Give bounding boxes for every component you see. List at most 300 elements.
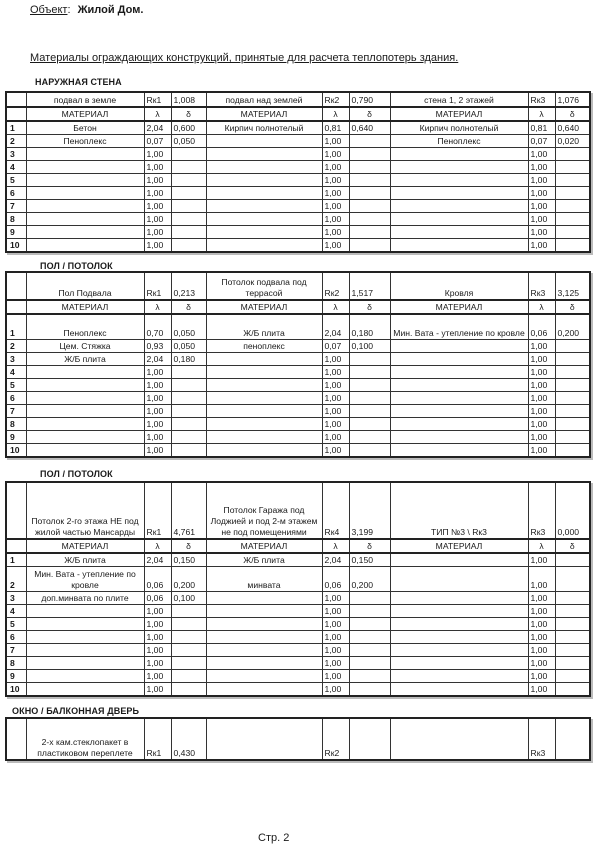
- group-name: [206, 718, 322, 760]
- lambda-header: λ: [528, 300, 555, 314]
- table-row: [6, 567, 590, 592]
- delta-value: 0,640: [349, 121, 390, 135]
- delta-header: δ: [171, 539, 206, 553]
- material-name: [390, 444, 528, 458]
- table-row: [6, 631, 590, 644]
- delta-value: [171, 431, 206, 444]
- delta-value: [555, 444, 590, 458]
- lambda-value: 1,00: [322, 670, 349, 683]
- materials-table: [5, 717, 591, 761]
- material-name: Бетон: [26, 121, 144, 135]
- rk-value: [349, 718, 390, 760]
- rk-label: Rк2: [322, 718, 349, 760]
- delta-value: [555, 353, 590, 366]
- row-number: 7: [6, 200, 26, 213]
- delta-value: [349, 392, 390, 405]
- lambda-value: 1,00: [322, 379, 349, 392]
- delta-value: 0,600: [171, 121, 206, 135]
- lambda-value: 1,00: [528, 631, 555, 644]
- delta-value: [349, 605, 390, 618]
- delta-value: [349, 405, 390, 418]
- lambda-value: 1,00: [528, 148, 555, 161]
- material-name: [206, 135, 322, 148]
- material-name: [390, 200, 528, 213]
- group-name: Потолок подвала под террасой: [206, 272, 322, 300]
- delta-value: [555, 418, 590, 431]
- lambda-value: 1,00: [322, 200, 349, 213]
- lambda-value: 0,81: [322, 121, 349, 135]
- section-title: ПОЛ / ПОТОЛОК: [40, 261, 113, 271]
- lambda-value: 1,00: [528, 174, 555, 187]
- row-number-cell: [6, 92, 26, 107]
- material-name: [390, 605, 528, 618]
- table-row: [6, 644, 590, 657]
- lambda-value: 1,00: [144, 657, 171, 670]
- section-title: ОКНО / БАЛКОННАЯ ДВЕРЬ: [12, 706, 140, 716]
- material-name: [26, 618, 144, 631]
- lambda-header: λ: [322, 107, 349, 121]
- material-name: [206, 670, 322, 683]
- material-name: [206, 366, 322, 379]
- material-name: [390, 366, 528, 379]
- table-row: [6, 366, 590, 379]
- row-number: 5: [6, 618, 26, 631]
- column-header-row: [6, 300, 590, 314]
- material-name: [206, 605, 322, 618]
- material-name: [26, 444, 144, 458]
- rk-value: 1,076: [555, 92, 590, 107]
- delta-value: 0,640: [555, 121, 590, 135]
- material-name: [26, 631, 144, 644]
- lambda-value: 1,00: [322, 392, 349, 405]
- material-name: [390, 148, 528, 161]
- lambda-value: 2,04: [144, 353, 171, 366]
- row-number-cell: [6, 718, 26, 760]
- material-header: МАТЕРИАЛ: [206, 539, 322, 553]
- delta-value: [555, 592, 590, 605]
- lambda-value: 1,00: [144, 431, 171, 444]
- rk-label: Rк3: [528, 272, 555, 300]
- lambda-value: 1,00: [144, 379, 171, 392]
- table-row: [6, 187, 590, 200]
- delta-value: 0,050: [171, 135, 206, 148]
- material-name: [206, 644, 322, 657]
- delta-value: 0,150: [349, 553, 390, 567]
- row-number: 6: [6, 187, 26, 200]
- material-name: [206, 592, 322, 605]
- material-name: [206, 631, 322, 644]
- row-number: 4: [6, 161, 26, 174]
- object-value: Жилой Дом.: [77, 4, 144, 16]
- rk-label: Rк2: [322, 272, 349, 300]
- material-name: [390, 644, 528, 657]
- delta-value: [555, 148, 590, 161]
- delta-header: δ: [349, 539, 390, 553]
- material-name: [206, 226, 322, 239]
- table-row: [6, 213, 590, 226]
- rk-label: Rк1: [144, 718, 171, 760]
- material-name: [390, 379, 528, 392]
- table-row: [6, 618, 590, 631]
- delta-value: [349, 226, 390, 239]
- material-name: [206, 174, 322, 187]
- material-name: Пеноплекс: [390, 135, 528, 148]
- table-row: [6, 444, 590, 458]
- delta-value: [349, 618, 390, 631]
- material-name: [390, 683, 528, 697]
- lambda-value: 1,00: [144, 174, 171, 187]
- material-header: МАТЕРИАЛ: [26, 107, 144, 121]
- lambda-value: 1,00: [322, 226, 349, 239]
- delta-value: 0,100: [171, 592, 206, 605]
- material-name: [206, 444, 322, 458]
- group-name: Кровля: [390, 272, 528, 300]
- delta-value: [349, 366, 390, 379]
- lambda-value: 1,00: [322, 366, 349, 379]
- material-name: [390, 161, 528, 174]
- material-name: минвата: [206, 567, 322, 592]
- rk-label: Rк3: [528, 482, 555, 539]
- material-name: [206, 161, 322, 174]
- material-name: [26, 148, 144, 161]
- lambda-value: 1,00: [322, 592, 349, 605]
- lambda-value: 1,00: [322, 444, 349, 458]
- group-header-row: [6, 482, 590, 539]
- material-name: [390, 187, 528, 200]
- lambda-value: 1,00: [322, 683, 349, 697]
- lambda-value: 1,00: [144, 187, 171, 200]
- delta-value: [555, 239, 590, 253]
- delta-value: [555, 405, 590, 418]
- lambda-value: 1,00: [528, 392, 555, 405]
- table-row: [6, 379, 590, 392]
- material-name: [26, 405, 144, 418]
- material-name: [26, 379, 144, 392]
- delta-value: [555, 174, 590, 187]
- lambda-value: 1,00: [322, 431, 349, 444]
- group-header-row: [6, 272, 590, 300]
- group-name: ТИП №3 \ Rк3: [390, 482, 528, 539]
- section-title: НАРУЖНАЯ СТЕНА: [35, 77, 122, 87]
- row-number: 8: [6, 657, 26, 670]
- material-name: [206, 405, 322, 418]
- delta-value: 0,180: [171, 353, 206, 366]
- table-row: [6, 340, 590, 353]
- group-name: Потолок Гаража под Лоджией и под 2-м этажем не под помещениями: [206, 482, 322, 539]
- material-header: МАТЕРИАЛ: [206, 300, 322, 314]
- delta-value: [171, 366, 206, 379]
- material-name: [390, 353, 528, 366]
- group-name: Пол Подвала: [26, 272, 144, 300]
- delta-value: [171, 444, 206, 458]
- lambda-value: 2,04: [322, 314, 349, 340]
- material-name: доп.минвата по плите: [26, 592, 144, 605]
- lambda-value: 1,00: [144, 161, 171, 174]
- delta-value: [555, 567, 590, 592]
- material-name: [390, 670, 528, 683]
- lambda-value: 1,00: [528, 431, 555, 444]
- object-line: Объект: Жилой Дом.: [30, 4, 144, 16]
- material-name: [26, 418, 144, 431]
- row-number: 1: [6, 553, 26, 567]
- delta-value: [171, 148, 206, 161]
- delta-header: δ: [349, 300, 390, 314]
- lambda-value: 1,00: [322, 657, 349, 670]
- table-row: [6, 683, 590, 697]
- lambda-value: 0,70: [144, 314, 171, 340]
- lambda-value: 1,00: [528, 444, 555, 458]
- lambda-value: 1,00: [528, 200, 555, 213]
- table-row: [6, 135, 590, 148]
- delta-value: [349, 418, 390, 431]
- group-header-row: [6, 718, 590, 760]
- delta-value: [349, 379, 390, 392]
- delta-value: [171, 631, 206, 644]
- delta-value: 0,100: [349, 340, 390, 353]
- material-name: [26, 213, 144, 226]
- delta-value: [349, 444, 390, 458]
- material-name: [390, 340, 528, 353]
- material-name: Ж/Б плита: [206, 314, 322, 340]
- delta-header: δ: [555, 539, 590, 553]
- delta-value: [555, 187, 590, 200]
- delta-header: δ: [171, 107, 206, 121]
- lambda-value: 0,93: [144, 340, 171, 353]
- row-number: 10: [6, 239, 26, 253]
- delta-value: [555, 657, 590, 670]
- material-name: [206, 657, 322, 670]
- table-row: [6, 605, 590, 618]
- material-name: Кирпич полнотелый: [390, 121, 528, 135]
- lambda-value: 1,00: [528, 618, 555, 631]
- material-name: Цем. Стяжка: [26, 340, 144, 353]
- lambda-value: 1,00: [144, 631, 171, 644]
- material-name: [390, 418, 528, 431]
- lambda-value: 1,00: [322, 605, 349, 618]
- material-name: [206, 418, 322, 431]
- delta-value: [171, 200, 206, 213]
- row-number: 1: [6, 314, 26, 340]
- row-number: 2: [6, 567, 26, 592]
- rk-value: 0,790: [349, 92, 390, 107]
- group-header-row: [6, 92, 590, 107]
- table-row: [6, 392, 590, 405]
- material-header: МАТЕРИАЛ: [26, 300, 144, 314]
- material-name: [26, 187, 144, 200]
- lambda-value: 1,00: [144, 200, 171, 213]
- material-name: [206, 187, 322, 200]
- material-name: [206, 200, 322, 213]
- lambda-value: 1,00: [144, 226, 171, 239]
- rk-label: Rк1: [144, 482, 171, 539]
- table-row: [6, 418, 590, 431]
- row-number: 10: [6, 683, 26, 697]
- delta-value: [171, 161, 206, 174]
- lambda-value: 1,00: [144, 239, 171, 253]
- material-name: [26, 366, 144, 379]
- material-name: [206, 213, 322, 226]
- row-number: 8: [6, 213, 26, 226]
- lambda-value: 2,04: [144, 121, 171, 135]
- delta-value: [171, 644, 206, 657]
- delta-value: [349, 431, 390, 444]
- material-name: [26, 431, 144, 444]
- delta-value: [171, 379, 206, 392]
- object-label: Объект: [30, 4, 68, 16]
- row-number: 1: [6, 121, 26, 135]
- rk-value: [555, 718, 590, 760]
- rk-value: 0,213: [171, 272, 206, 300]
- row-number-cell: [6, 539, 26, 553]
- group-name: 2-х кам.стеклопакет в пластиковом переплете: [26, 718, 144, 760]
- row-number: 6: [6, 392, 26, 405]
- lambda-value: 1,00: [528, 353, 555, 366]
- material-header: МАТЕРИАЛ: [26, 539, 144, 553]
- table-row: [6, 161, 590, 174]
- material-name: Ж/Б плита: [26, 553, 144, 567]
- delta-value: [171, 405, 206, 418]
- delta-value: [349, 174, 390, 187]
- table-row: [6, 314, 590, 340]
- rk-value: 1,517: [349, 272, 390, 300]
- delta-value: [171, 418, 206, 431]
- material-name: пеноплекс: [206, 340, 322, 353]
- lambda-header: λ: [322, 539, 349, 553]
- row-number: 9: [6, 226, 26, 239]
- group-name: подвал в земле: [26, 92, 144, 107]
- delta-value: [555, 226, 590, 239]
- material-name: Кирпич полнотелый: [206, 121, 322, 135]
- material-header: МАТЕРИАЛ: [390, 107, 528, 121]
- lambda-value: 1,00: [322, 644, 349, 657]
- delta-value: [555, 670, 590, 683]
- delta-value: [555, 553, 590, 567]
- delta-value: [349, 353, 390, 366]
- lambda-value: 0,07: [322, 340, 349, 353]
- lambda-value: 2,04: [322, 553, 349, 567]
- delta-value: [171, 605, 206, 618]
- lambda-header: λ: [144, 107, 171, 121]
- lambda-value: 1,00: [528, 657, 555, 670]
- delta-value: [555, 161, 590, 174]
- lambda-value: 1,00: [528, 340, 555, 353]
- material-name: [26, 657, 144, 670]
- page-number: Стр. 2: [258, 832, 290, 844]
- lambda-value: 0,07: [144, 135, 171, 148]
- lambda-value: 1,00: [322, 631, 349, 644]
- lambda-value: 1,00: [528, 567, 555, 592]
- material-header: МАТЕРИАЛ: [206, 107, 322, 121]
- row-number: 3: [6, 353, 26, 366]
- lambda-value: 1,00: [322, 148, 349, 161]
- lambda-value: 1,00: [144, 392, 171, 405]
- delta-value: [171, 239, 206, 253]
- lambda-value: 1,00: [528, 239, 555, 253]
- row-number: 2: [6, 340, 26, 353]
- delta-header: δ: [349, 107, 390, 121]
- delta-header: δ: [555, 107, 590, 121]
- material-name: Ж/Б плита: [26, 353, 144, 366]
- row-number: 4: [6, 366, 26, 379]
- lambda-value: 1,00: [144, 405, 171, 418]
- row-number: 5: [6, 379, 26, 392]
- delta-value: [555, 200, 590, 213]
- rk-value: 0,000: [555, 482, 590, 539]
- lambda-value: 1,00: [144, 618, 171, 631]
- lambda-value: 1,00: [528, 670, 555, 683]
- rk-label: Rк1: [144, 92, 171, 107]
- lambda-value: 0,06: [144, 592, 171, 605]
- lambda-value: 0,81: [528, 121, 555, 135]
- material-name: [390, 618, 528, 631]
- table-row: [6, 405, 590, 418]
- delta-value: [349, 213, 390, 226]
- material-name: [390, 239, 528, 253]
- row-number: 3: [6, 592, 26, 605]
- delta-value: 0,020: [555, 135, 590, 148]
- delta-value: [349, 670, 390, 683]
- lambda-value: 1,00: [528, 226, 555, 239]
- delta-value: [349, 200, 390, 213]
- material-name: [26, 683, 144, 697]
- material-name: Пеноплекс: [26, 314, 144, 340]
- lambda-value: 1,00: [322, 239, 349, 253]
- material-name: [390, 592, 528, 605]
- table-row: [6, 353, 590, 366]
- row-number: 5: [6, 174, 26, 187]
- material-name: [26, 174, 144, 187]
- table-row: [6, 670, 590, 683]
- rk-label: Rк3: [528, 92, 555, 107]
- lambda-value: 0,07: [528, 135, 555, 148]
- material-name: Ж/Б плита: [206, 553, 322, 567]
- lambda-value: 1,00: [322, 174, 349, 187]
- material-name: [390, 631, 528, 644]
- table-row: [6, 148, 590, 161]
- lambda-value: 1,00: [144, 213, 171, 226]
- delta-value: [349, 239, 390, 253]
- lambda-value: 1,00: [144, 366, 171, 379]
- material-name: [206, 618, 322, 631]
- delta-value: [171, 670, 206, 683]
- delta-value: [555, 213, 590, 226]
- group-name: подвал над землей: [206, 92, 322, 107]
- delta-value: [171, 618, 206, 631]
- material-name: [26, 392, 144, 405]
- lambda-value: 1,00: [528, 366, 555, 379]
- delta-value: [555, 379, 590, 392]
- lambda-value: 0,06: [144, 567, 171, 592]
- material-name: [26, 161, 144, 174]
- delta-value: [555, 392, 590, 405]
- lambda-value: 1,00: [322, 161, 349, 174]
- lambda-value: 0,06: [528, 314, 555, 340]
- material-name: Мин. Вата - утепление по кровле: [390, 314, 528, 340]
- delta-value: [349, 644, 390, 657]
- lambda-value: 1,00: [144, 683, 171, 697]
- delta-header: δ: [171, 300, 206, 314]
- material-name: [206, 683, 322, 697]
- lambda-value: 1,00: [322, 405, 349, 418]
- table-row: [6, 592, 590, 605]
- table-row: [6, 553, 590, 567]
- group-name: [390, 718, 528, 760]
- delta-value: 0,200: [555, 314, 590, 340]
- lambda-value: 1,00: [528, 379, 555, 392]
- delta-value: [555, 618, 590, 631]
- material-name: [390, 392, 528, 405]
- lambda-value: 1,00: [528, 161, 555, 174]
